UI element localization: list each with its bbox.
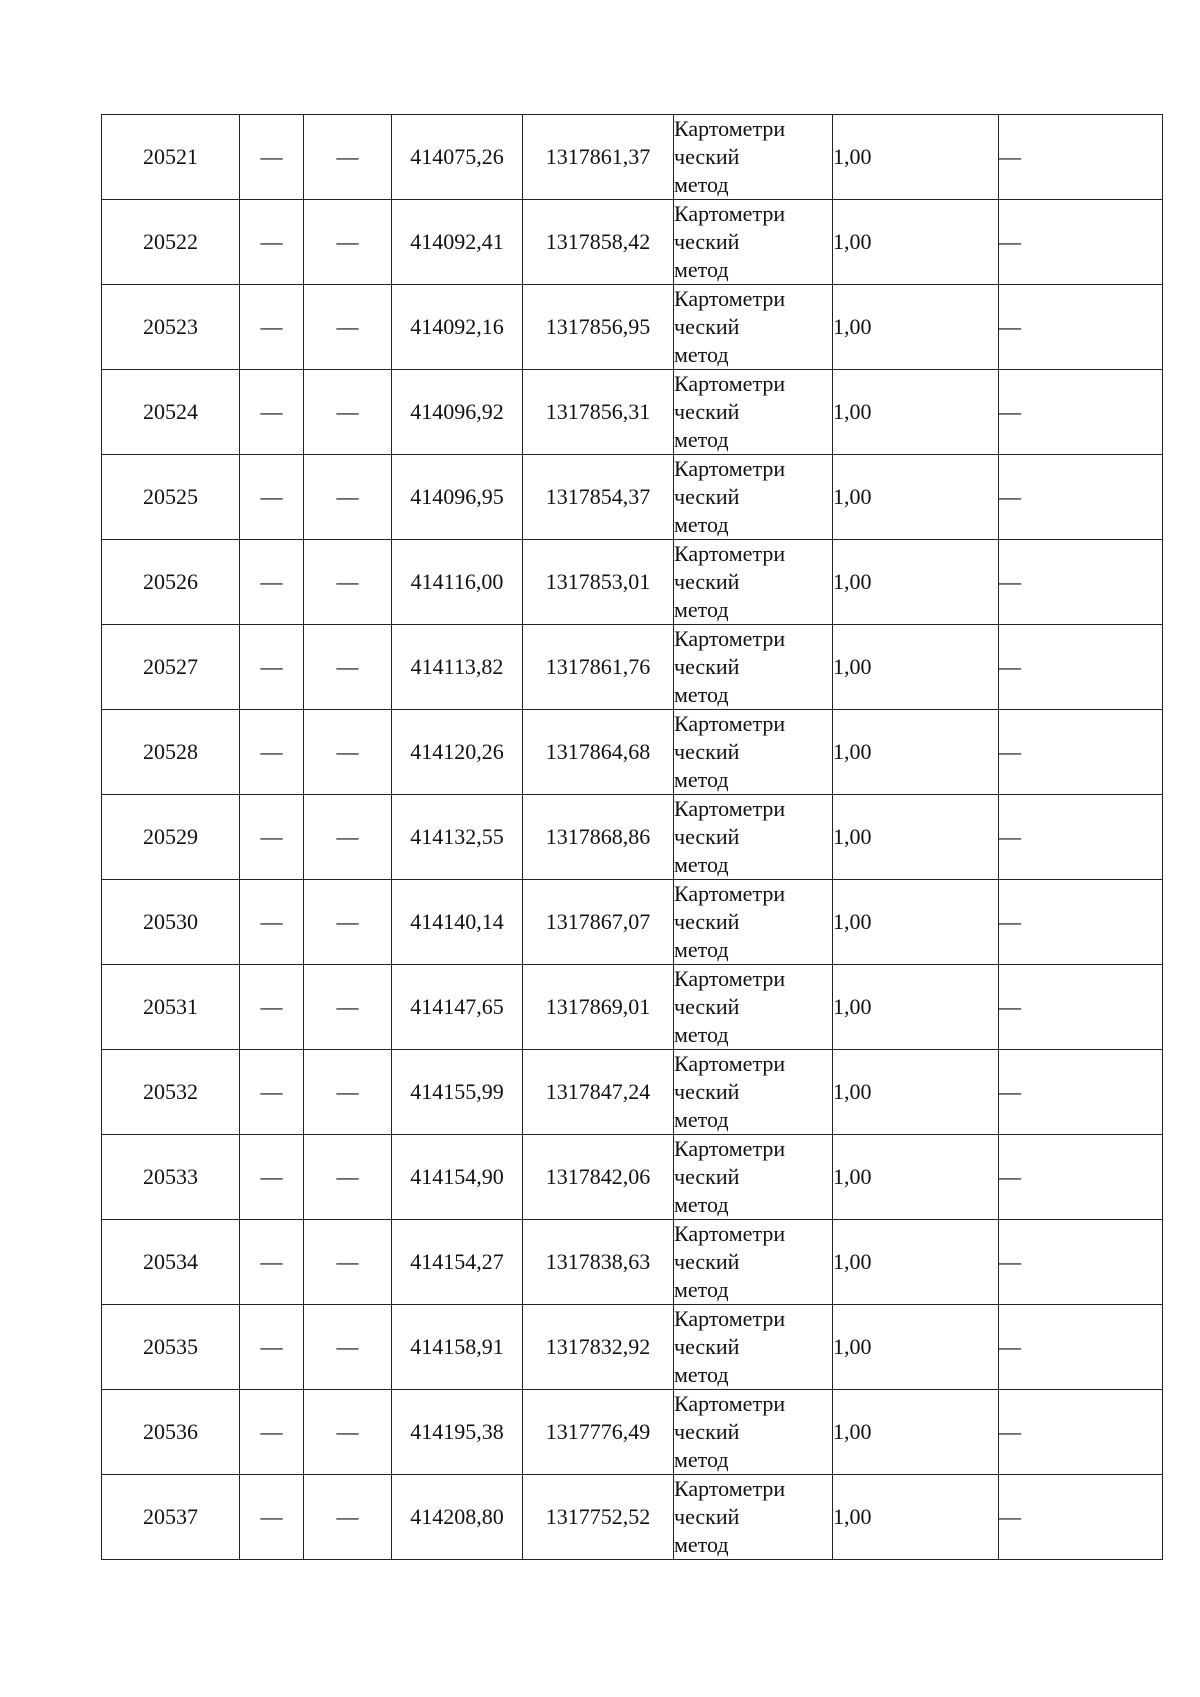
column-2-cell: —: [240, 880, 304, 965]
method-line-1: Картометри: [674, 881, 786, 906]
method-line-1: Картометри: [674, 626, 786, 651]
method-line-1: Картометри: [674, 1051, 786, 1076]
x-coordinate-cell: 414120,26: [392, 710, 523, 795]
point-number-cell: 20527: [102, 625, 240, 710]
x-coordinate-cell: 414092,41: [392, 200, 523, 285]
last-column-cell: —: [999, 285, 1163, 370]
y-coordinate-cell: 1317842,06: [523, 1135, 674, 1220]
method-cell: [674, 795, 833, 880]
method-line-2: ческий: [674, 1079, 740, 1104]
table-row: [102, 1390, 1163, 1475]
column-3-cell: —: [304, 285, 392, 370]
x-coordinate-cell: 414075,26: [392, 115, 523, 200]
column-2-cell: —: [240, 1475, 304, 1560]
table-row: [102, 625, 1163, 710]
method-line-2: ческий: [674, 569, 740, 594]
method-line-2: ческий: [674, 1419, 740, 1444]
column-3-cell: —: [304, 540, 392, 625]
error-cell: 1,00: [833, 625, 999, 710]
method-line-2: ческий: [674, 144, 740, 169]
error-cell: 1,00: [833, 1305, 999, 1390]
column-3-cell: —: [304, 1390, 392, 1475]
y-coordinate-cell: 1317752,52: [523, 1475, 674, 1560]
method-line-2: ческий: [674, 399, 740, 424]
point-number-cell: 20536: [102, 1390, 240, 1475]
table-row: [102, 200, 1163, 285]
method-line-2: ческий: [674, 824, 740, 849]
method-line-3: метод: [674, 172, 729, 197]
point-number-cell: 20521: [102, 115, 240, 200]
table-row: [102, 710, 1163, 795]
method-line-3: метод: [674, 257, 729, 282]
point-number-cell: 20537: [102, 1475, 240, 1560]
method-line-3: метод: [674, 597, 729, 622]
method-line-1: Картометри: [674, 1391, 786, 1416]
method-line-2: ческий: [674, 484, 740, 509]
method-cell: [674, 540, 833, 625]
error-cell: 1,00: [833, 1390, 999, 1475]
method-line-1: Картометри: [674, 201, 786, 226]
point-number-cell: 20529: [102, 795, 240, 880]
column-3-cell: —: [304, 1135, 392, 1220]
method-line-1: Картометри: [674, 371, 786, 396]
error-cell: 1,00: [833, 285, 999, 370]
x-coordinate-cell: 414132,55: [392, 795, 523, 880]
method-cell: [674, 1390, 833, 1475]
method-line-2: ческий: [674, 1334, 740, 1359]
column-2-cell: —: [240, 1050, 304, 1135]
y-coordinate-cell: 1317864,68: [523, 710, 674, 795]
method-cell: [674, 370, 833, 455]
method-line-1: Картометри: [674, 1476, 786, 1501]
x-coordinate-cell: 414155,99: [392, 1050, 523, 1135]
table-row: [102, 370, 1163, 455]
point-number-cell: 20530: [102, 880, 240, 965]
method-cell: [674, 1475, 833, 1560]
method-line-3: метод: [674, 427, 729, 452]
method-cell: [674, 880, 833, 965]
column-2-cell: —: [240, 115, 304, 200]
table-row: [102, 455, 1163, 540]
method-line-3: метод: [674, 937, 729, 962]
column-3-cell: —: [304, 115, 392, 200]
method-line-3: метод: [674, 682, 729, 707]
method-line-1: Картометри: [674, 966, 786, 991]
method-line-3: метод: [674, 1532, 729, 1557]
method-line-3: метод: [674, 852, 729, 877]
last-column-cell: —: [999, 880, 1163, 965]
point-number-cell: 20526: [102, 540, 240, 625]
error-cell: 1,00: [833, 370, 999, 455]
method-line-3: метод: [674, 1022, 729, 1047]
last-column-cell: —: [999, 1050, 1163, 1135]
y-coordinate-cell: 1317858,42: [523, 200, 674, 285]
error-cell: 1,00: [833, 455, 999, 540]
y-coordinate-cell: 1317838,63: [523, 1220, 674, 1305]
column-2-cell: —: [240, 795, 304, 880]
column-3-cell: —: [304, 200, 392, 285]
x-coordinate-cell: 414116,00: [392, 540, 523, 625]
column-2-cell: —: [240, 540, 304, 625]
method-line-2: ческий: [674, 739, 740, 764]
column-2-cell: —: [240, 455, 304, 540]
error-cell: 1,00: [833, 540, 999, 625]
column-2-cell: —: [240, 370, 304, 455]
table-row: [102, 880, 1163, 965]
column-2-cell: —: [240, 285, 304, 370]
method-line-3: метод: [674, 342, 729, 367]
error-cell: 1,00: [833, 115, 999, 200]
method-line-1: Картометри: [674, 1306, 786, 1331]
y-coordinate-cell: 1317861,76: [523, 625, 674, 710]
column-3-cell: —: [304, 880, 392, 965]
table-row: [102, 1305, 1163, 1390]
method-line-1: Картометри: [674, 116, 786, 141]
point-number-cell: 20534: [102, 1220, 240, 1305]
column-3-cell: —: [304, 795, 392, 880]
method-line-3: метод: [674, 1192, 729, 1217]
last-column-cell: —: [999, 1475, 1163, 1560]
method-line-1: Картометри: [674, 541, 786, 566]
point-number-cell: 20524: [102, 370, 240, 455]
method-line-2: ческий: [674, 1504, 740, 1529]
y-coordinate-cell: 1317853,01: [523, 540, 674, 625]
table-row: [102, 795, 1163, 880]
method-line-2: ческий: [674, 654, 740, 679]
y-coordinate-cell: 1317869,01: [523, 965, 674, 1050]
column-2-cell: —: [240, 965, 304, 1050]
point-number-cell: 20522: [102, 200, 240, 285]
point-number-cell: 20535: [102, 1305, 240, 1390]
column-2-cell: —: [240, 200, 304, 285]
column-2-cell: —: [240, 1220, 304, 1305]
column-3-cell: —: [304, 1305, 392, 1390]
method-cell: [674, 1220, 833, 1305]
method-line-2: ческий: [674, 229, 740, 254]
method-line-3: метод: [674, 1447, 729, 1472]
table-row: [102, 115, 1163, 200]
column-2-cell: —: [240, 710, 304, 795]
error-cell: 1,00: [833, 200, 999, 285]
column-3-cell: —: [304, 1220, 392, 1305]
table-row: [102, 1135, 1163, 1220]
last-column-cell: —: [999, 1305, 1163, 1390]
error-cell: 1,00: [833, 710, 999, 795]
column-3-cell: —: [304, 710, 392, 795]
y-coordinate-cell: 1317861,37: [523, 115, 674, 200]
error-cell: 1,00: [833, 1135, 999, 1220]
method-line-1: Картометри: [674, 456, 786, 481]
y-coordinate-cell: 1317868,86: [523, 795, 674, 880]
table-row: [102, 1050, 1163, 1135]
method-cell: [674, 455, 833, 540]
column-3-cell: —: [304, 1475, 392, 1560]
column-3-cell: —: [304, 625, 392, 710]
point-number-cell: 20523: [102, 285, 240, 370]
method-line-3: метод: [674, 1277, 729, 1302]
table-row: [102, 540, 1163, 625]
point-number-cell: 20525: [102, 455, 240, 540]
table-row: [102, 285, 1163, 370]
x-coordinate-cell: 414096,92: [392, 370, 523, 455]
error-cell: 1,00: [833, 795, 999, 880]
method-line-3: метод: [674, 512, 729, 537]
column-2-cell: —: [240, 1135, 304, 1220]
column-2-cell: —: [240, 1305, 304, 1390]
method-line-1: Картометри: [674, 796, 786, 821]
method-line-2: ческий: [674, 994, 740, 1019]
last-column-cell: —: [999, 115, 1163, 200]
method-cell: [674, 1305, 833, 1390]
last-column-cell: —: [999, 200, 1163, 285]
method-line-2: ческий: [674, 909, 740, 934]
x-coordinate-cell: 414208,80: [392, 1475, 523, 1560]
method-cell: [674, 1050, 833, 1135]
error-cell: 1,00: [833, 880, 999, 965]
point-number-cell: 20531: [102, 965, 240, 1050]
last-column-cell: —: [999, 1220, 1163, 1305]
column-3-cell: —: [304, 455, 392, 540]
method-cell: [674, 965, 833, 1050]
method-line-3: метод: [674, 1362, 729, 1387]
x-coordinate-cell: 414158,91: [392, 1305, 523, 1390]
point-number-cell: 20528: [102, 710, 240, 795]
column-3-cell: —: [304, 965, 392, 1050]
method-cell: [674, 115, 833, 200]
error-cell: 1,00: [833, 1475, 999, 1560]
x-coordinate-cell: 414195,38: [392, 1390, 523, 1475]
column-3-cell: —: [304, 370, 392, 455]
y-coordinate-cell: 1317776,49: [523, 1390, 674, 1475]
method-cell: [674, 200, 833, 285]
method-cell: [674, 285, 833, 370]
last-column-cell: —: [999, 795, 1163, 880]
method-cell: [674, 710, 833, 795]
table-row: [102, 965, 1163, 1050]
y-coordinate-cell: 1317854,37: [523, 455, 674, 540]
x-coordinate-cell: 414096,95: [392, 455, 523, 540]
y-coordinate-cell: 1317832,92: [523, 1305, 674, 1390]
y-coordinate-cell: 1317856,95: [523, 285, 674, 370]
point-number-cell: 20532: [102, 1050, 240, 1135]
y-coordinate-cell: 1317867,07: [523, 880, 674, 965]
x-coordinate-cell: 414154,27: [392, 1220, 523, 1305]
error-cell: 1,00: [833, 1220, 999, 1305]
column-2-cell: —: [240, 625, 304, 710]
coordinates-table: [101, 114, 1163, 1560]
last-column-cell: —: [999, 1135, 1163, 1220]
last-column-cell: —: [999, 540, 1163, 625]
y-coordinate-cell: 1317856,31: [523, 370, 674, 455]
method-line-3: метод: [674, 767, 729, 792]
error-cell: 1,00: [833, 1050, 999, 1135]
last-column-cell: —: [999, 1390, 1163, 1475]
column-3-cell: —: [304, 1050, 392, 1135]
table-body: [102, 115, 1163, 1560]
x-coordinate-cell: 414154,90: [392, 1135, 523, 1220]
x-coordinate-cell: 414092,16: [392, 285, 523, 370]
x-coordinate-cell: 414113,82: [392, 625, 523, 710]
y-coordinate-cell: 1317847,24: [523, 1050, 674, 1135]
last-column-cell: —: [999, 455, 1163, 540]
last-column-cell: —: [999, 965, 1163, 1050]
table-row: [102, 1475, 1163, 1560]
method-line-2: ческий: [674, 1249, 740, 1274]
method-cell: [674, 1135, 833, 1220]
method-line-2: ческий: [674, 314, 740, 339]
error-cell: 1,00: [833, 965, 999, 1050]
method-line-1: Картометри: [674, 1221, 786, 1246]
last-column-cell: —: [999, 370, 1163, 455]
method-line-1: Картометри: [674, 286, 786, 311]
method-line-2: ческий: [674, 1164, 740, 1189]
x-coordinate-cell: 414147,65: [392, 965, 523, 1050]
method-line-1: Картометри: [674, 711, 786, 736]
column-2-cell: —: [240, 1390, 304, 1475]
method-line-1: Картометри: [674, 1136, 786, 1161]
method-line-3: метод: [674, 1107, 729, 1132]
x-coordinate-cell: 414140,14: [392, 880, 523, 965]
method-cell: [674, 625, 833, 710]
last-column-cell: —: [999, 625, 1163, 710]
last-column-cell: —: [999, 710, 1163, 795]
point-number-cell: 20533: [102, 1135, 240, 1220]
table-row: [102, 1220, 1163, 1305]
